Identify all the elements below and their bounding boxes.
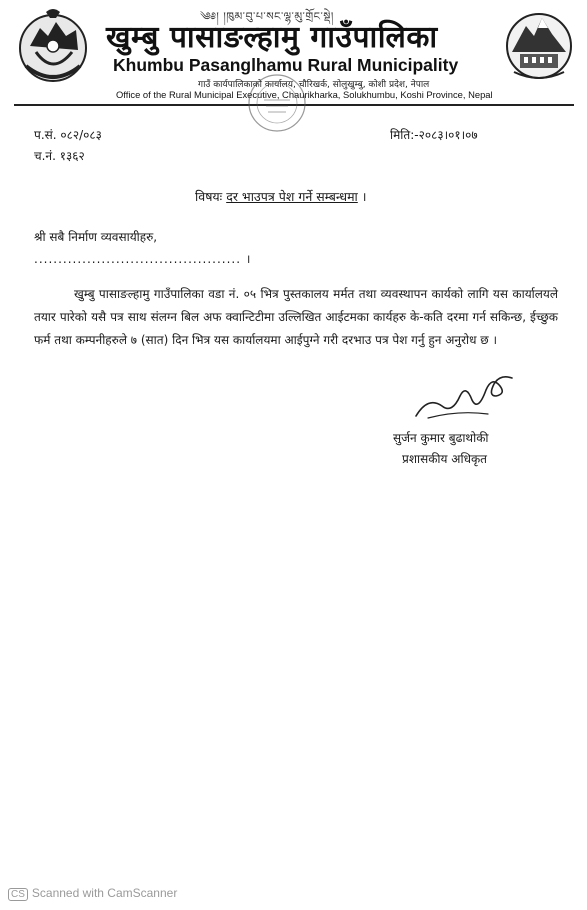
subject-label: विषयः bbox=[195, 189, 223, 204]
salutation: श्री सबै निर्माण व्यवसायीहरु, bbox=[34, 230, 158, 244]
subject-end: । bbox=[361, 189, 367, 204]
subject-text: दर भाउपत्र पेश गर्ने सम्बन्धमा bbox=[226, 189, 358, 204]
camscanner-watermark bbox=[8, 886, 177, 901]
letter-reference-number: प.सं. ०८२/०८३ bbox=[34, 128, 102, 142]
letter-body: खुम्बु पासाङल्हामु गाउँपालिका वडा नं. ०५ भित्र पुस्तकालय मर्मत तथा व्यवस्थापन कार्यको लागि यस कार्यालयले तयार पारेको यसै पत्र साथ संलग्न बिल अफ क्वान्टिटीमा उल्लिखित आईटमका कार्यहरु के-कति दरमा गर्न सकिन्छ, ईच्छुक फर्म तथा कम्पनीहरुले ७ (सात) दिन भित्र यस कार्यालयमा आईपुग्ने गरी दरभाउ पत्र पेश गर्नु हुन अनुरोध छ । bbox=[34, 287, 558, 347]
nepal-emblem-logo bbox=[16, 6, 90, 86]
camscanner-text: Scanned with CamScanner bbox=[31, 886, 178, 900]
address-dotted-line: ........................................... । bbox=[34, 252, 252, 266]
handwritten-signature bbox=[408, 366, 518, 426]
camscanner-badge: CS bbox=[8, 888, 28, 901]
letter-date: मिति:-२०८३।०१।०७ bbox=[390, 128, 478, 142]
signatory-name: सुर्जन कुमार बुढाथोकी bbox=[393, 431, 489, 445]
subject-line bbox=[195, 188, 367, 205]
municipality-title-nepali: खुम्बु पासाङल्हामु गाउँपालिका bbox=[106, 20, 438, 55]
office-address-nepali: गाउँ कार्यपालिकाको कार्यालय, चौरिखर्क, सोलुखुम्बु, कोशी प्रदेश, नेपाल bbox=[198, 80, 430, 90]
dispatch-number: च.नं. १३६२ bbox=[34, 149, 85, 163]
signatory-title: प्रशासकीय अधिकृत bbox=[402, 452, 488, 466]
office-stamp bbox=[246, 72, 308, 134]
tibetan-header-line: ༄༅། །ཁུམ་བུ་པ་སང་ལྷ་མུ་གྲོང་སྡེ། bbox=[200, 10, 334, 23]
municipality-logo bbox=[504, 8, 574, 86]
office-address-english: Office of the Rural Municipal Executive, Chaurikharka, Solukhumbu, Koshi Province, Nepal bbox=[116, 89, 493, 100]
municipality-title-english: Khumbu Pasanglhamu Rural Municipality bbox=[113, 55, 459, 75]
